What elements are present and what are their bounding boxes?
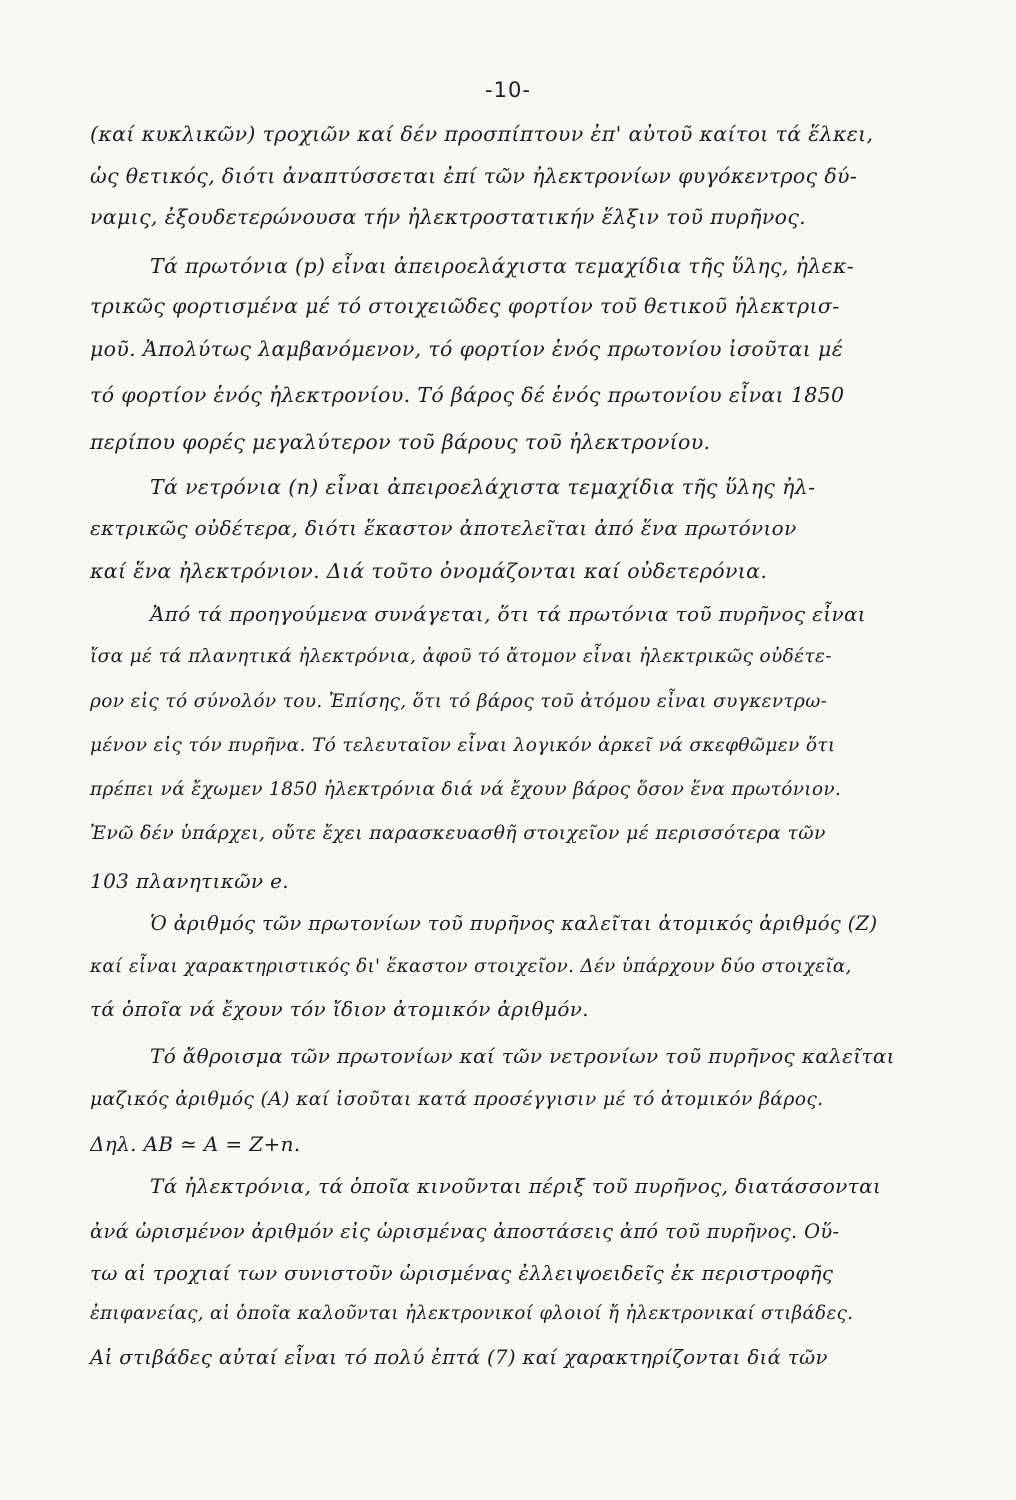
text-line: τά ὁποῖα νά ἔχουν τόν ἴδιον ἀτομικόν ἀριθμόν. (90, 997, 589, 1021)
text-line: Δηλ. AB ≃ A = Z+n. (90, 1132, 301, 1156)
text-line: Τά νετρόνια (n) εἶναι ἀπειροελάχιστα τεμαχίδια τῆς ὕλης ἠλ- (150, 475, 816, 499)
text-line: ἀνά ὡρισμένον ἀριθμόν εἰς ὡρισμένας ἀποστάσεις ἀπό τοῦ πυρῆνος. Οὕ- (90, 1220, 840, 1243)
text-line: πρέπει νά ἔχωμεν 1850 ἠλεκτρόνια διά νά ἔχουν βάρος ὅσον ἕνα πρωτόνιον. (90, 779, 842, 800)
text-line: Ὁ ἀριθμός τῶν πρωτονίων τοῦ πυρῆνος καλεῖται ἀτομικός ἀριθμός (Z) (150, 912, 878, 935)
text-line: μένον εἰς τόν πυρῆνα. Τό τελευταῖον εἶναι λογικόν ἀρκεῖ νά σκεφθῶμεν ὅτι (90, 735, 836, 756)
text-line: τω αἱ τροχιαί των συνιστοῦν ὡρισμένας ἐλλειψοειδεῖς ἐκ περιστροφῆς (90, 1262, 834, 1285)
text-line: ἴσα μέ τά πλανητικά ἠλεκτρόνια, ἀφοῦ τό ἄτομον εἶναι ἠλεκτρικῶς οὐδέτε- (90, 646, 832, 667)
page-number: -10- (485, 78, 531, 102)
text-line: Τό ἄθροισμα τῶν πρωτονίων καί τῶν νετρονίων τοῦ πυρῆνος καλεῖται (150, 1044, 895, 1068)
text-line: τό φορτίον ἑνός ἠλεκτρονίου. Τό βάρος δέ ἑνός πρωτονίου εἶναι 1850 (90, 383, 845, 407)
text-line: Ἐνῶ δέν ὑπάρχει, οὔτε ἔχει παρασκευασθῆ στοιχεῖον μέ περισσότερα τῶν (90, 823, 826, 844)
text-line: καί εἶναι χαρακτηριστικός δι' ἕκαστον στοιχεῖον. Δέν ὑπάρχουν δύο στοιχεῖα, (90, 956, 852, 977)
text-line: ναμις, ἐξουδετερώνουσα τήν ἠλεκτροστατικήν ἕλξιν τοῦ πυρῆνος. (90, 205, 807, 229)
text-line: 103 πλανητικῶν e. (90, 869, 289, 893)
text-line: Τά ἠλεκτρόνια, τά ὁποῖα κινοῦνται πέριξ τοῦ πυρῆνος, διατάσσονται (150, 1174, 882, 1198)
text-line: Τά πρωτόνια (p) εἶναι ἀπειροελάχιστα τεμαχίδια τῆς ὕλης, ἠλεκ- (150, 254, 855, 278)
text-line: καί ἕνα ἠλεκτρόνιον. Διά τοῦτο ὀνομάζονται καί οὐδετερόνια. (90, 559, 768, 583)
text-line: περίπου φορές μεγαλύτερον τοῦ βάρους τοῦ ἠλεκτρονίου. (90, 430, 711, 454)
text-line: ὡς θετικός, διότι ἀναπτύσσεται ἐπί τῶν ἠλεκτρονίων φυγόκεντρος δύ- (90, 164, 858, 188)
text-line: εκτρικῶς οὐδέτερα, διότι ἕκαστον ἀποτελεῖται ἀπό ἕνα πρωτόνιον (90, 516, 797, 540)
text-line: ἐπιφανείας, αἱ ὁποῖα καλοῦνται ἠλεκτρονικοί φλοιοί ἤ ἠλεκτρονικαί στιβάδες. (90, 1303, 854, 1324)
text-line: ρον εἰς τό σύνολόν του. Ἐπίσης, ὅτι τό βάρος τοῦ ἀτόμου εἶναι συγκεντρω- (90, 691, 828, 712)
text-line: μοῦ. Ἀπολύτως λαμβανόμενον, τό φορτίον ἑνός πρωτονίου ἰσοῦται μέ (90, 337, 844, 361)
text-line: Αἱ στιβάδες αὐταί εἶναι τό πολύ ἑπτά (7) καί χαρακτηρίζονται διά τῶν (90, 1346, 828, 1369)
text-line: μαζικός ἀριθμός (A) καί ἰσοῦται κατά προσέγγισιν μέ τό ἀτομικόν βάρος. (90, 1089, 824, 1110)
text-line: Ἀπό τά προηγούμενα συνάγεται, ὅτι τά πρωτόνια τοῦ πυρῆνος εἶναι (150, 602, 866, 626)
text-line: τρικῶς φορτισμένα μέ τό στοιχειῶδες φορτίον τοῦ θετικοῦ ἠλεκτρισ- (90, 294, 840, 318)
text-line: (καί κυκλικῶν) τροχιῶν καί δέν προσπίπτουν ἐπ' αὐτοῦ καίτοι τά ἕλκει, (90, 122, 874, 146)
